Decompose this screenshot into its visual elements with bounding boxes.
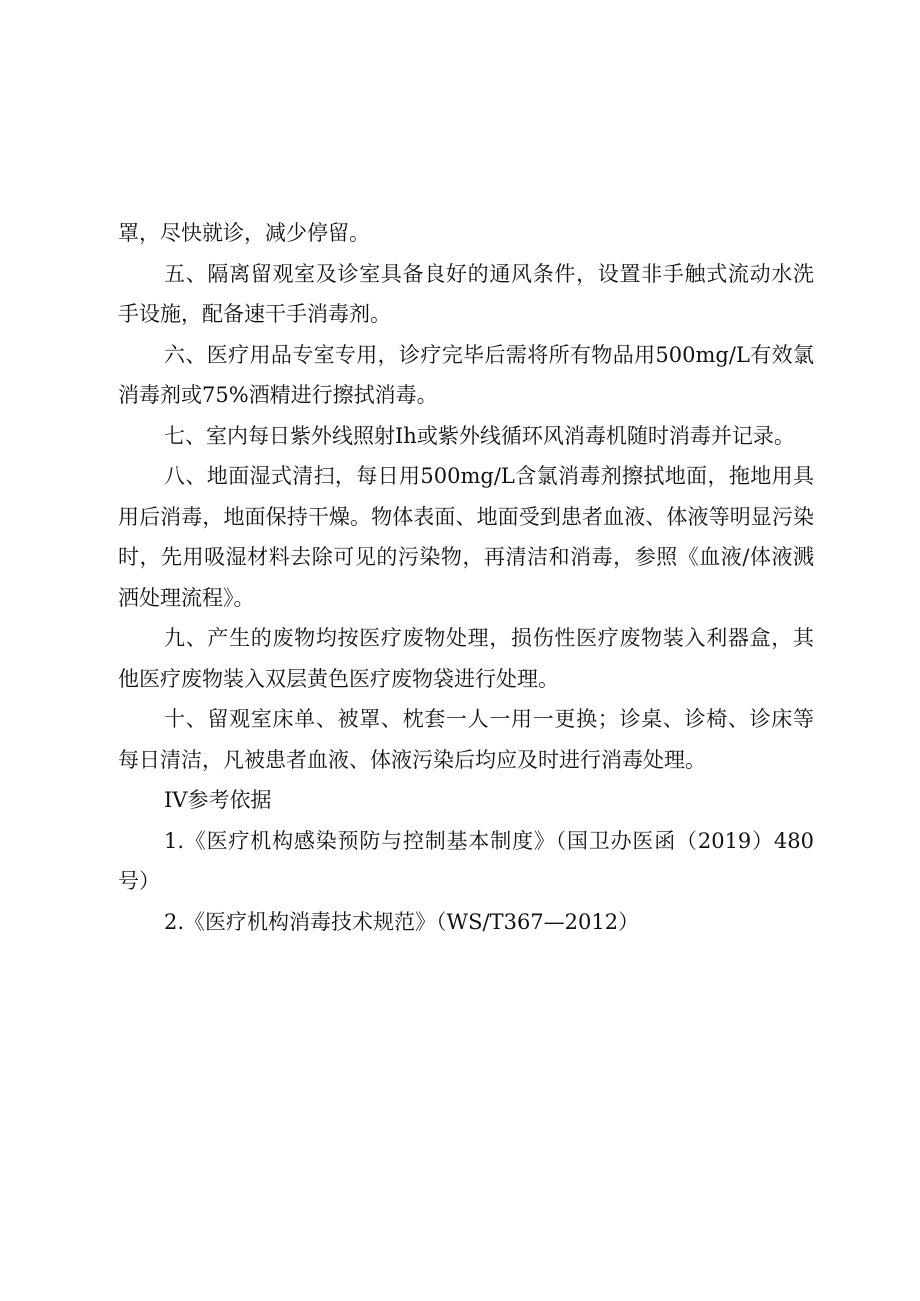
paragraph-item-9: 九、产生的废物均按医疗废物处理，损伤性医疗废物装入利器盒，其他医疗废物装入双层黄色医疗废物袋进行处理。 <box>118 626 814 691</box>
paragraph-continuation: 罩，尽快就诊，减少停留。 <box>118 221 370 245</box>
paragraph-item-7: 七、室内每日紫外线照射Ih或紫外线循环风消毒机随时消毒并记录。 <box>164 423 795 448</box>
paragraph-item-6: 六、医疗用品专室专用，诊疗完毕后需将所有物品用500mg/L有效氯消毒剂或75%酒精进行擦拭消毒。 <box>118 342 814 407</box>
paragraph-item-8: 八、地面湿式清扫，每日用500mg/L含氯消毒剂擦拭地面，拖地用具用后消毒，地面保持干燥。物体表面、地面受到患者血液、体液等明显污染时，先用吸湿材料去除可见的污染物，再清洁和消毒，参照《血液/体液溅洒处理流程》。 <box>118 464 814 610</box>
reference-item-1: 1.《医疗机构感染预防与控制基本制度》（国卫办医函（2019）480号） <box>118 828 814 893</box>
paragraph-item-10: 十、留观室床单、被罩、枕套一人一用一更换；诊桌、诊椅、诊床等每日清洁，凡被患者血液、体液污染后均应及时进行消毒处理。 <box>118 707 814 772</box>
paragraph-item-5: 五、隔离留观室及诊室具备良好的通风条件，设置非手触式流动水洗手设施，配备速干手消毒剂。 <box>118 261 814 326</box>
section-heading-references: IV参考依据 <box>164 788 272 812</box>
reference-item-2: 2.《医疗机构消毒技术规范》（WS/T367—2012） <box>164 909 640 934</box>
document-body <box>118 213 814 942</box>
